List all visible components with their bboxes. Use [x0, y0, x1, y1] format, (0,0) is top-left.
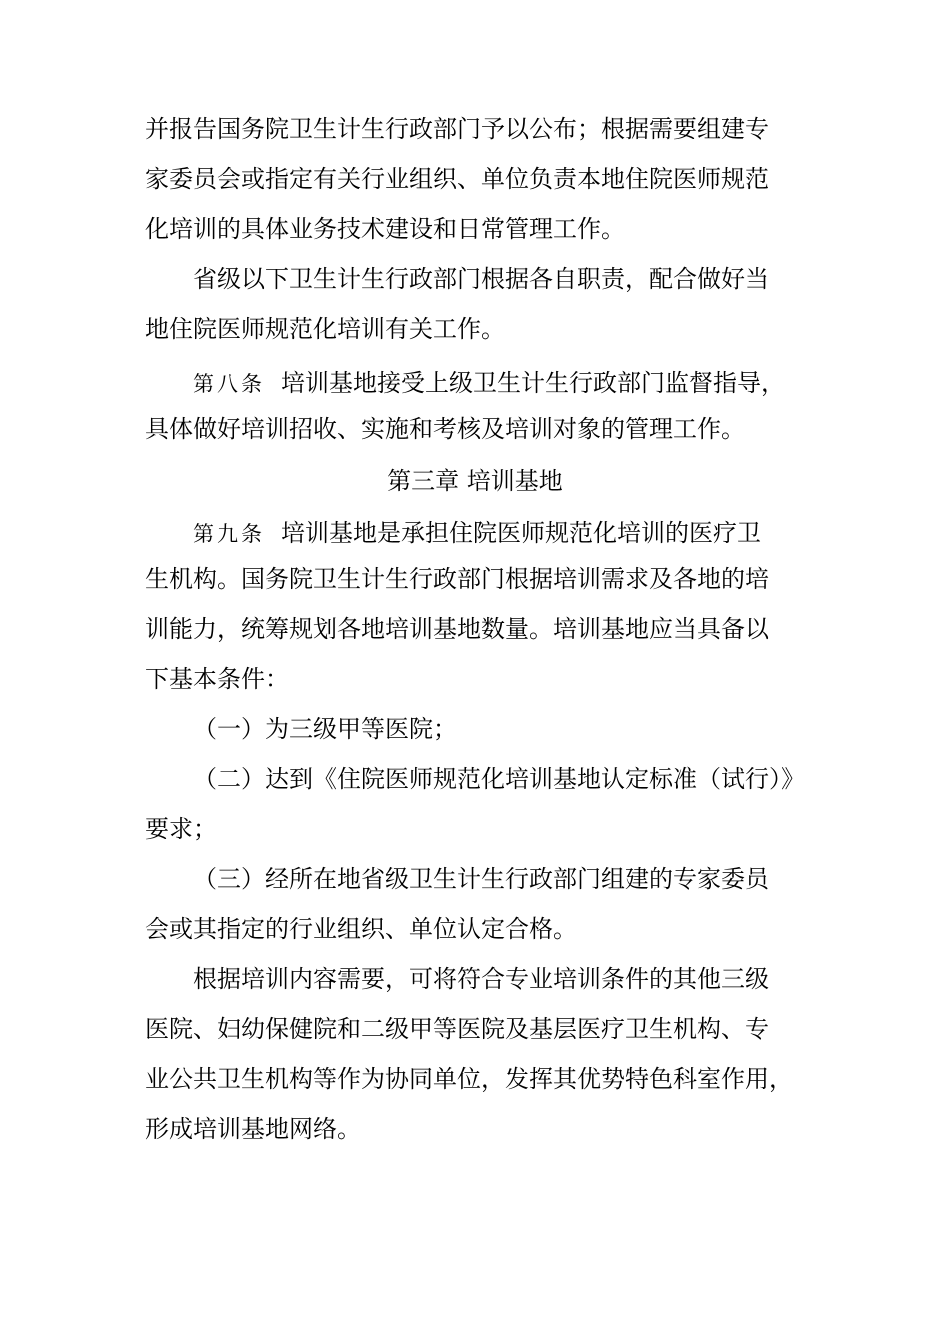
text-line: 化培训的具体业务技术建设和日常管理工作。	[145, 215, 625, 243]
list-item: （一）为三级甲等医院；	[193, 715, 457, 743]
text-line: 并报告国务院卫生计生行政部门予以公布；根据需要组建专	[145, 115, 769, 143]
text-line: 根据培训内容需要，可将符合专业培训条件的其他三级	[193, 965, 769, 993]
text-line: 下基本条件：	[145, 665, 289, 693]
article-label: 第九条	[193, 522, 265, 546]
article-9-line	[193, 517, 761, 550]
article-text: 培训基地接受上级卫生计生行政部门监督指导，	[281, 369, 785, 397]
text-line: 形成培训基地网络。	[145, 1115, 361, 1143]
text-line: 会或其指定的行业组织、单位认定合格。	[145, 915, 577, 943]
text-line: 训能力，统筹规划各地培训基地数量。培训基地应当具备以	[145, 615, 769, 643]
article-label: 第八条	[193, 372, 265, 396]
text-line: 要求；	[145, 815, 217, 843]
text-line: 生机构。国务院卫生计生行政部门根据培训需求及各地的培	[145, 565, 769, 593]
text-line: 具体做好培训招收、实施和考核及培训对象的管理工作。	[145, 415, 745, 443]
list-item: （三）经所在地省级卫生计生行政部门组建的专家委员	[193, 865, 769, 893]
text-line: 地住院医师规范化培训有关工作。	[145, 315, 505, 343]
article-text: 培训基地是承担住院医师规范化培训的医疗卫	[281, 519, 761, 547]
article-8-line	[193, 367, 785, 400]
text-line: 家委员会或指定有关行业组织、单位负责本地住院医师规范	[145, 165, 769, 193]
list-item: （二）达到《住院医师规范化培训基地认定标准（试行）》	[193, 765, 805, 793]
text-line: 业公共卫生机构等作为协同单位，发挥其优势特色科室作用，	[145, 1065, 793, 1093]
chapter-title: 第三章 培训基地	[387, 467, 563, 495]
text-line: 省级以下卫生计生行政部门根据各自职责，配合做好当	[193, 265, 769, 293]
text-line: 医院、妇幼保健院和二级甲等医院及基层医疗卫生机构、专	[145, 1015, 769, 1043]
